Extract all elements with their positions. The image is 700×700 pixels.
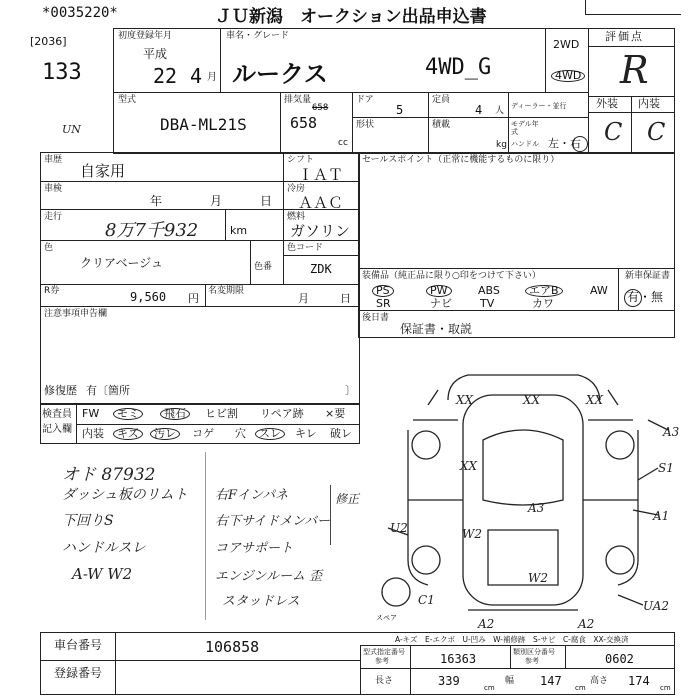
mark-11: C1 bbox=[418, 593, 435, 607]
hand-right-4: スタッドレス bbox=[222, 594, 300, 609]
height-unit: cm bbox=[660, 684, 671, 692]
load-label: 積載 bbox=[432, 120, 451, 130]
interior-label: 内装 bbox=[638, 97, 660, 110]
equip-leather: カワ bbox=[532, 297, 554, 310]
name-change-label: 名変期限 bbox=[208, 286, 245, 296]
car-name: ルークス bbox=[232, 60, 328, 88]
capacity-value: 4 bbox=[475, 103, 483, 117]
equip-sr: SR bbox=[376, 297, 391, 310]
doors-value: 5 bbox=[396, 103, 404, 117]
first-reg-month-unit: 月 bbox=[207, 72, 217, 83]
recycle-label: R券 bbox=[44, 286, 60, 296]
notes-label: 注意事項申告欄 bbox=[44, 309, 108, 319]
width-label: 幅 bbox=[505, 676, 515, 686]
selling-points-label: セールスポイント（正常に機能するものに限り） bbox=[362, 155, 560, 165]
mileage-unit: km bbox=[230, 224, 248, 237]
first-reg-month: 4 bbox=[190, 64, 203, 88]
mark-8: W2 bbox=[462, 527, 482, 541]
reg-no-label: 登録番号 bbox=[54, 666, 103, 680]
shape-label: 形状 bbox=[356, 120, 375, 130]
handle-selected-circle bbox=[572, 136, 588, 152]
height-value: 174 bbox=[628, 674, 650, 688]
spare-label: スペア bbox=[376, 614, 397, 622]
color-number-label: 色番 bbox=[254, 262, 273, 272]
mark-3: XX bbox=[460, 459, 478, 473]
height-label: 高さ bbox=[590, 676, 609, 686]
exterior-label: 外装 bbox=[596, 97, 618, 110]
hand-right-0: 右Fインパネ bbox=[215, 488, 289, 503]
width-value: 147 bbox=[540, 674, 562, 688]
color-code-label: 色コード bbox=[287, 243, 324, 253]
drive-2wd: 2WD bbox=[553, 38, 580, 51]
mark-4: A3 bbox=[663, 425, 680, 439]
ac-value: ＡＡＣ bbox=[298, 194, 344, 212]
inspector-label2: 記入欄 bbox=[42, 424, 72, 435]
mark-7: U2 bbox=[390, 521, 408, 535]
type-no-value: 16363 bbox=[440, 652, 477, 666]
hand-right-1: 右下サイドメンバー bbox=[215, 514, 331, 529]
repair-label: 修復歴 bbox=[44, 384, 77, 397]
repair-close-bracket: 〕 bbox=[345, 384, 356, 397]
insp-hibi: ヒビ割 bbox=[205, 407, 238, 420]
right-side-outline bbox=[618, 430, 638, 585]
lot-number: 133 bbox=[42, 60, 82, 85]
auction-code: [2036] bbox=[30, 35, 67, 48]
insp-yabure: 破レ bbox=[330, 427, 352, 440]
back-text-label: 後日書 bbox=[362, 313, 390, 323]
class-no-label: 類別区分番号 bbox=[513, 648, 555, 656]
new-warranty-label: 新車保証書 bbox=[625, 271, 671, 281]
doors-label: ドア bbox=[356, 95, 374, 105]
car-name-label: 車名・グレード bbox=[226, 31, 290, 41]
insp-repair: リペア跡 bbox=[260, 407, 304, 420]
roof-outline bbox=[483, 430, 563, 505]
capacity-label: 定員 bbox=[432, 95, 451, 105]
left-side-outline bbox=[408, 430, 428, 585]
car-no-value: 106858 bbox=[205, 638, 260, 656]
new-warranty-circle bbox=[624, 289, 642, 307]
hand-left-4: A-W W2 bbox=[72, 565, 133, 583]
document-title: ＪＵ新潟 オークション出品申込書 bbox=[215, 7, 487, 27]
model-value: DBA-ML21S bbox=[160, 115, 247, 134]
car-damage-diagram bbox=[368, 360, 688, 630]
type-no-sub: 参考 bbox=[375, 657, 389, 665]
equipment-label: 装備品（純正品に限り○印をつけて下さい） bbox=[362, 271, 541, 281]
hand-left-0: オド 87932 bbox=[62, 465, 156, 485]
first-reg-era: 平成 bbox=[143, 47, 168, 61]
hand-left-2: 下回りS bbox=[62, 513, 114, 529]
new-warranty-options: 有・無 bbox=[627, 290, 664, 304]
insp-sure: スレ bbox=[255, 428, 285, 440]
color-label: 色 bbox=[44, 243, 54, 253]
first-reg-year: 22 bbox=[153, 64, 178, 88]
insp-fw: FW bbox=[82, 407, 100, 420]
hand-left-1: ダッシュ板のリムト bbox=[62, 487, 188, 503]
mark-14: UA2 bbox=[643, 599, 670, 613]
hand-right-2: コアサポート bbox=[215, 541, 294, 556]
name-change-month: 月 bbox=[298, 292, 309, 305]
insp-momi: モミ bbox=[113, 408, 143, 420]
insp-koge: コゲ bbox=[192, 427, 214, 440]
color-value: クリアベージュ bbox=[80, 256, 164, 270]
rating-value: R bbox=[620, 48, 649, 92]
mark-1: XX bbox=[523, 393, 541, 407]
mark-5: S1 bbox=[658, 461, 674, 475]
length-value: 339 bbox=[438, 674, 460, 688]
vehicle-details-frame bbox=[40, 152, 360, 404]
dealer-label: ディーラー・並行 bbox=[511, 102, 567, 110]
inspection-month: 月 bbox=[210, 194, 223, 208]
class-no-value: 0602 bbox=[605, 652, 634, 666]
history-label: 車歴 bbox=[44, 155, 63, 165]
mark-13: A2 bbox=[578, 617, 595, 630]
insp-ana: 穴 bbox=[235, 427, 246, 440]
recycle-value: 9,560 bbox=[130, 290, 167, 304]
rear-left-wheel bbox=[412, 546, 440, 574]
insp-yogore: 汚レ bbox=[150, 428, 180, 440]
name-change-day: 日 bbox=[340, 292, 351, 305]
equip-tv: TV bbox=[480, 297, 495, 310]
displacement-label: 排気量 bbox=[284, 95, 312, 105]
width-unit: cm bbox=[575, 684, 586, 692]
front-right-wheel bbox=[606, 431, 634, 459]
first-reg-label: 初度登録年月 bbox=[118, 31, 173, 41]
car-body-outline bbox=[463, 395, 583, 605]
equip-pw: PW bbox=[426, 285, 452, 297]
hand-right-3: エンジンルーム 歪 bbox=[215, 569, 323, 584]
interior-grade: C bbox=[647, 118, 666, 146]
equip-airbag: エアB bbox=[525, 285, 563, 297]
hand-right-mark: 修正 bbox=[335, 492, 360, 506]
serial-number: *0035220* bbox=[42, 5, 118, 21]
spare-tire bbox=[382, 578, 410, 606]
exterior-grade: C bbox=[604, 118, 623, 146]
shift-label: シフト bbox=[287, 155, 315, 165]
model-year-label: モデル年式 bbox=[511, 120, 539, 136]
capacity-unit: 人 bbox=[495, 106, 505, 116]
displacement-crossed: 658 bbox=[312, 103, 329, 113]
handle-label: ハンドル bbox=[511, 140, 539, 148]
color-code: ZDK bbox=[310, 262, 332, 276]
fuel-value: ガソリン bbox=[290, 222, 351, 240]
mark-0: XX bbox=[456, 393, 474, 407]
mark-2: XX bbox=[586, 393, 604, 407]
car-no-label: 車台番号 bbox=[54, 638, 103, 652]
inspection-label: 車検 bbox=[44, 184, 63, 194]
drive-4wd-circled: 4WD bbox=[551, 70, 585, 82]
shift-value: ＩＡＴ bbox=[298, 166, 344, 184]
damage-legend: A-キズ E-エクボ U-凹み W-補修跡 S-サビ C-腐食 XX-交換済 bbox=[395, 635, 629, 644]
car-grade: 4WD_G bbox=[425, 55, 492, 80]
type-no-label: 型式指定番号 bbox=[363, 648, 405, 656]
inspection-day: 日 bbox=[260, 194, 273, 208]
left-scribble: UN bbox=[62, 123, 81, 136]
rating-label: 評価点 bbox=[605, 30, 644, 43]
handle-options: 左・右 bbox=[548, 137, 581, 150]
inspection-year: 年 bbox=[150, 194, 163, 208]
bracket-line bbox=[322, 485, 331, 545]
insp-tobiishi: 飛石 bbox=[160, 408, 190, 420]
mark-6: A1 bbox=[653, 509, 670, 523]
insp-needs: ×要 bbox=[325, 407, 346, 420]
rear-right-wheel bbox=[606, 546, 634, 574]
corner-box bbox=[585, 0, 681, 15]
model-label: 型式 bbox=[118, 95, 137, 105]
mark-10: W2 bbox=[528, 571, 548, 585]
fuel-label: 燃料 bbox=[287, 212, 306, 222]
length-unit: cm bbox=[484, 684, 495, 692]
mileage-label: 走行 bbox=[44, 212, 63, 222]
mark-9: A3 bbox=[528, 501, 545, 515]
equip-abs: ABS bbox=[478, 284, 500, 297]
history-value: 自家用 bbox=[80, 162, 126, 180]
class-no-sub: 参考 bbox=[525, 657, 539, 665]
insp-interior: 内装 bbox=[82, 427, 104, 440]
hand-left-3: ハンドルスレ bbox=[62, 540, 146, 556]
displacement-unit: cc bbox=[338, 138, 348, 148]
front-left-wheel bbox=[412, 431, 440, 459]
ac-label: 冷房 bbox=[287, 184, 306, 194]
mileage-value: 8万7千932 bbox=[105, 220, 199, 241]
repair-value: 有〔箇所 bbox=[86, 384, 130, 397]
mark-12: A2 bbox=[478, 617, 495, 630]
notes-divider bbox=[205, 452, 206, 620]
insp-kizu: キズ bbox=[113, 428, 143, 440]
insp-kire: キレ bbox=[295, 427, 317, 440]
recycle-unit: 円 bbox=[188, 292, 199, 305]
load-unit: kg bbox=[496, 140, 507, 150]
equip-navi: ナビ bbox=[430, 297, 452, 310]
back-text-value: 保証書・取説 bbox=[400, 322, 473, 336]
inspector-label: 検査員 bbox=[42, 409, 72, 420]
length-label: 長さ bbox=[375, 676, 394, 686]
equip-aw: AW bbox=[590, 284, 608, 297]
equip-ps: PS bbox=[372, 285, 394, 297]
displacement-value: 658 bbox=[290, 114, 318, 132]
